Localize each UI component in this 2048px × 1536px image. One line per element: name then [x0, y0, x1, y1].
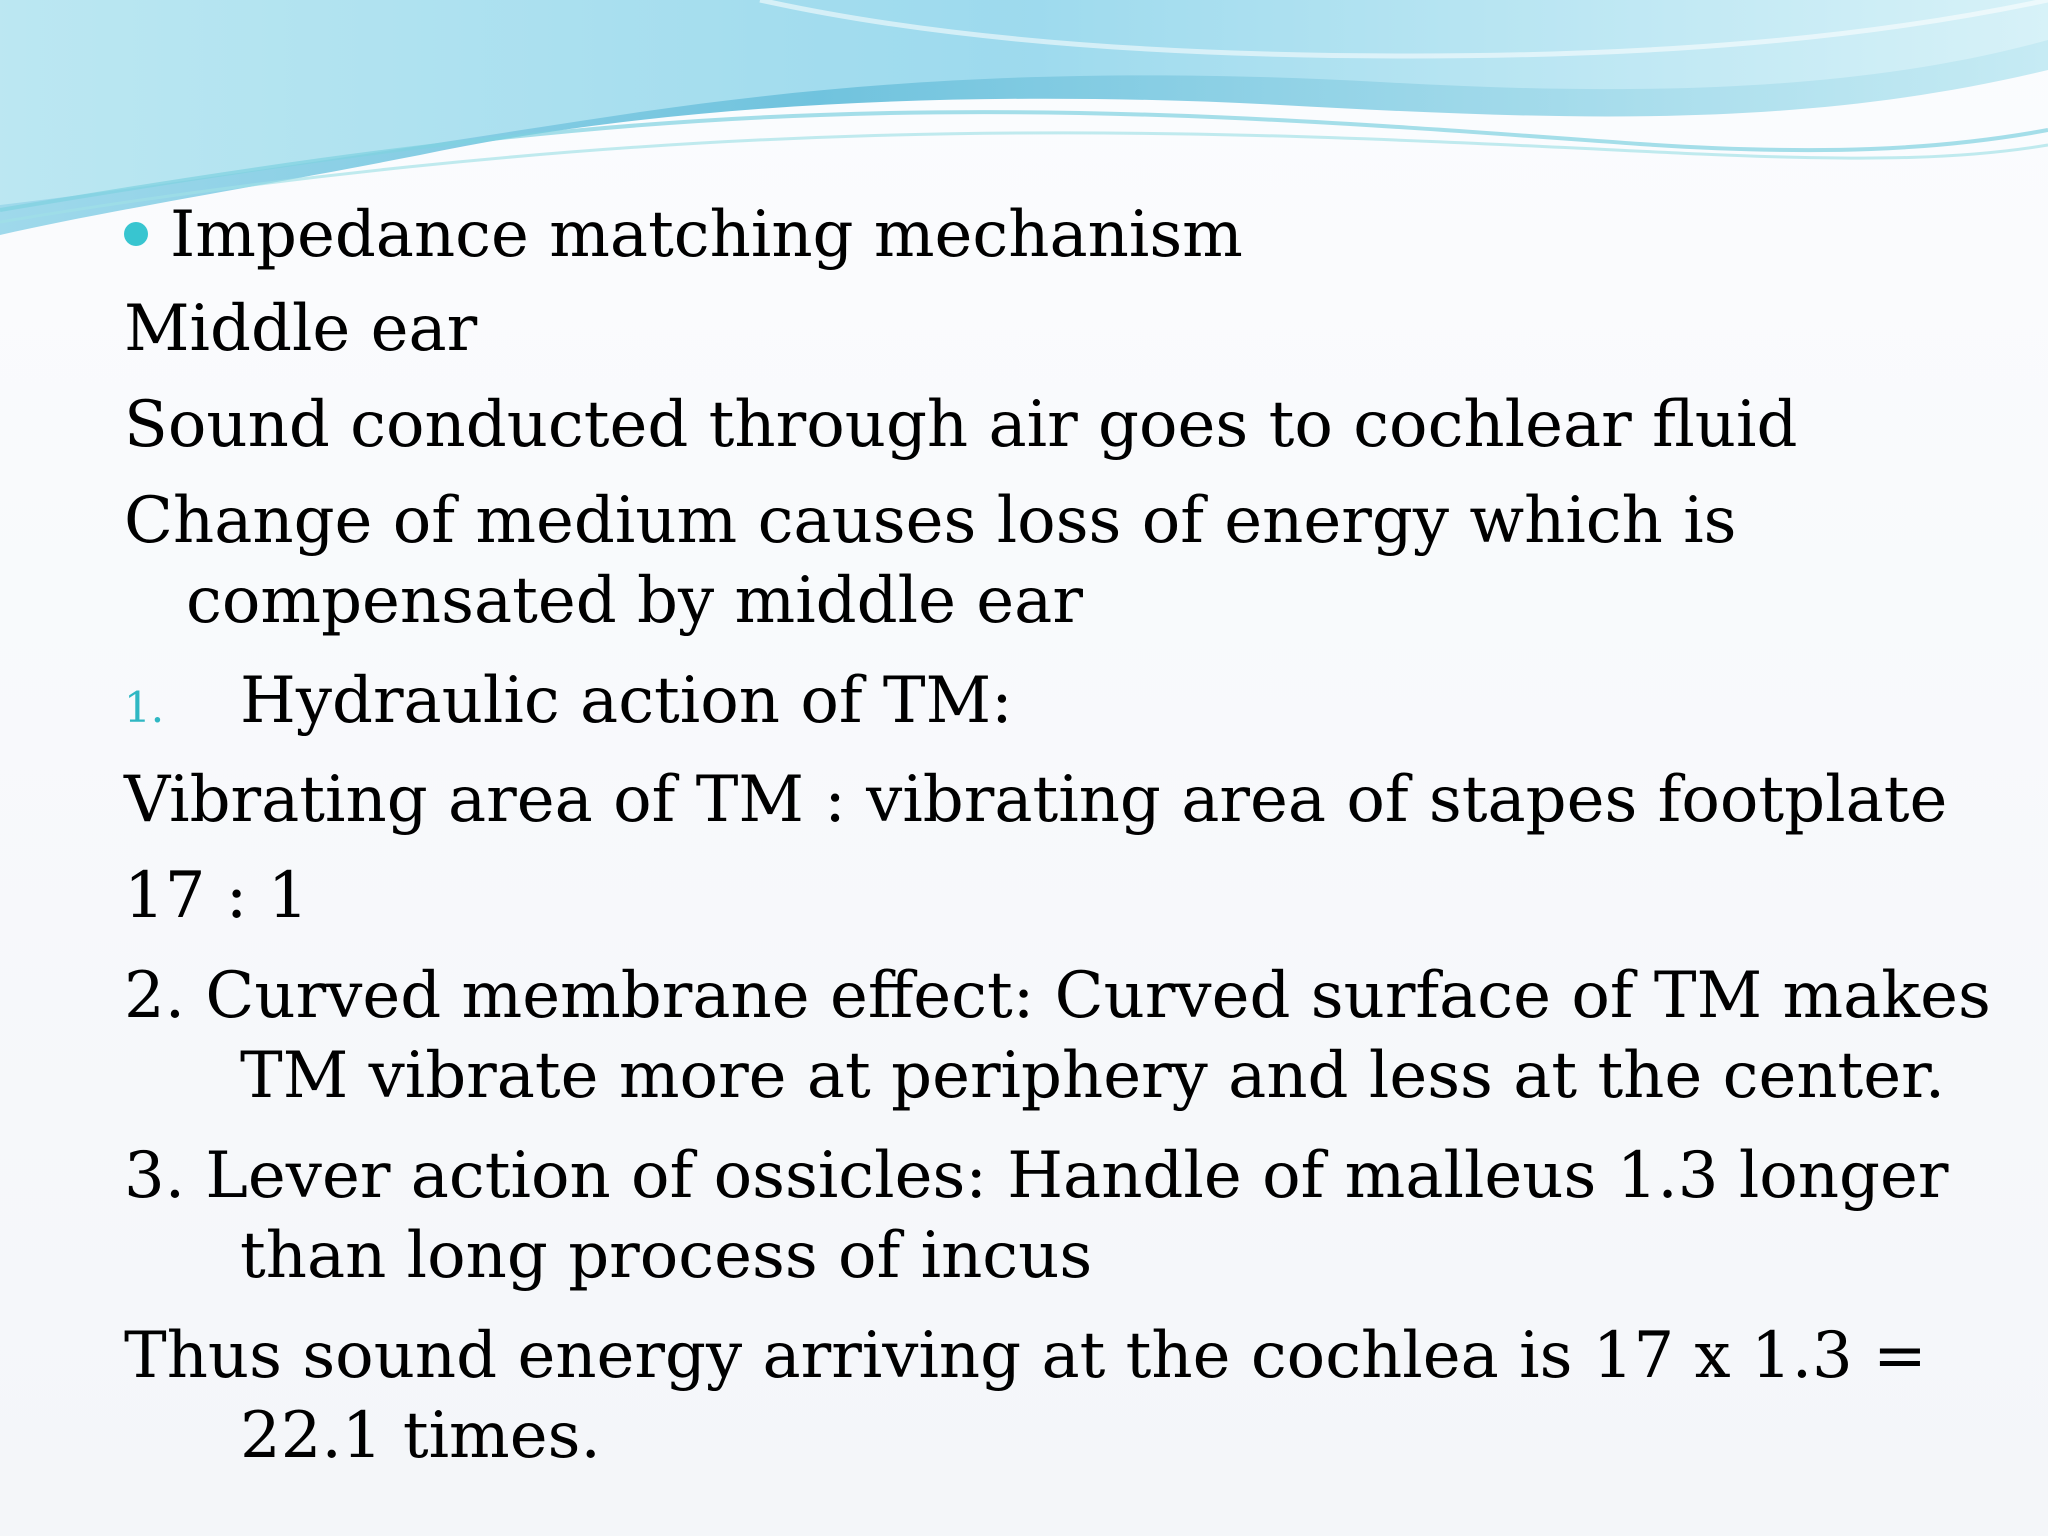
slide-title: Impedance matching mechanism — [170, 198, 1243, 272]
line-ratio: 17 : 1 — [124, 859, 309, 933]
hydraulic-action-text: Hydraulic action of TM: — [240, 664, 1013, 738]
line-curved-membrane-1: 2. Curved membrane effect: Curved surface of TM makes — [124, 959, 1991, 1033]
paragraph-curved-membrane — [124, 956, 2014, 1116]
bullet-icon — [124, 222, 148, 246]
slide-content — [124, 195, 2014, 1476]
numbered-item-hydraulic — [124, 661, 2014, 748]
line-curved-membrane-2: TM vibrate more at periphery and less at the center. — [240, 1039, 1946, 1113]
paragraph-change-of-medium — [124, 481, 2014, 641]
line-sound-energy-2: 22.1 times. — [240, 1399, 601, 1473]
line-lever-action-1: 3. Lever action of ossicles: Handle of malleus 1.3 longer — [124, 1139, 1949, 1213]
bullet-item-title — [124, 195, 2014, 275]
line-lever-action-2: than long process of incus — [240, 1219, 1093, 1293]
line-sound-energy-1: Thus sound energy arriving at the cochlea is 17 x 1.3 = — [124, 1319, 1927, 1393]
line-change-of-medium-2: compensated by middle ear — [186, 564, 1083, 638]
paragraph-lever-action — [124, 1136, 2014, 1296]
line-sound-conducted: Sound conducted through air goes to cochlear fluid — [124, 388, 1798, 462]
line-middle-ear: Middle ear — [124, 292, 478, 366]
paragraph-sound-energy — [124, 1316, 2014, 1476]
line-vibrating-area: Vibrating area of TM : vibrating area of stapes footplate — [124, 763, 1948, 837]
line-change-of-medium-1: Change of medium causes loss of energy which is — [124, 484, 1737, 558]
number-marker: 1. — [124, 683, 165, 732]
